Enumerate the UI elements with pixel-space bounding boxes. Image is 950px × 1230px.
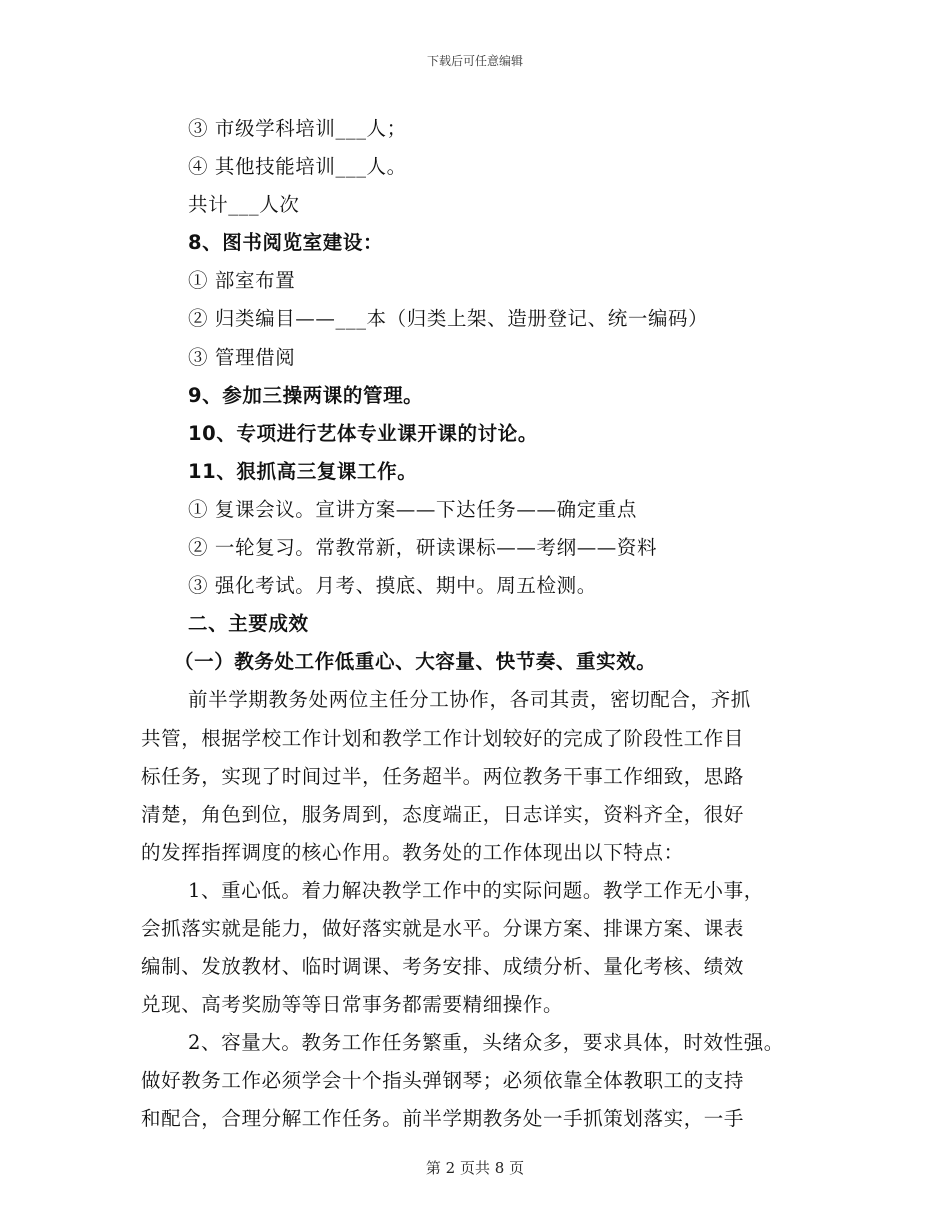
text-line: ④ 其他技能培训___人。 (188, 155, 407, 179)
text-line: 共管，根据学校工作计划和教学工作计划较好的完成了阶段性工作目 (141, 726, 745, 750)
text-line: ③ 市级学科培训___人； (188, 117, 407, 140)
text-line: 前半学期教务处两位主任分工协作，各司其责，密切配合，齐抓 (188, 688, 751, 712)
text-line: （一）教务处工作低重心、大容量、快节奏、重实效。 (174, 650, 657, 674)
page-footer: 第 2 页共 8 页 (425, 1159, 525, 1177)
text-line: 标任务，实现了时间过半，任务超半。两位教务干事工作细致，思路 (141, 764, 745, 788)
text-line: ② 一轮复习。常教常新，研读课标——考纲——资料 (188, 536, 658, 560)
text-line: 11、狠抓高三复课工作。 (188, 459, 418, 483)
text-line: ③ 管理借阅 (188, 345, 296, 369)
text-line: 做好教务工作必须学会十个指头弹钢琴；必须依靠全体教职工的支持 (141, 1069, 745, 1093)
text-line: 的发挥指挥调度的核心作用。教务处的工作体现出以下特点： (141, 840, 684, 864)
text-line: 2、容量大。教务工作任务繁重，头绪众多，要求具体，时效性强。 (188, 1031, 784, 1055)
text-line: 9、参加三操两课的管理。 (188, 383, 424, 407)
text-line: ① 部室布置 (188, 269, 296, 293)
text-line: 编制、发放教材、临时调课、考务安排、成绩分析、量化考核、绩效 (141, 955, 745, 979)
text-line: 1、重心低。着力解决教学工作中的实际问题。教学工作无小事， (188, 878, 764, 902)
text-line: 8、图书阅览室建设： (188, 231, 384, 255)
text-line: 兑现、高考奖励等等日常事务都需要精细操作。 (141, 993, 564, 1017)
document-body (141, 110, 831, 1139)
text-line: 二、主要成效 (188, 612, 309, 636)
text-line: ③ 强化考试。月考、摸底、期中。周五检测。 (188, 574, 597, 598)
text-line: ② 归类编目——___本（归类上架、造册登记、统一编码） (188, 307, 709, 331)
text-line: 清楚，角色到位，服务周到，态度端正，日志详实，资料齐全，很好 (141, 802, 745, 826)
text-line: 会抓落实就是能力，做好落实就是水平。分课方案、排课方案、课表 (141, 916, 745, 940)
text-line: ① 复课会议。宣讲方案——下达任务——确定重点 (188, 497, 637, 521)
text-line: 和配合，合理分解工作任务。前半学期教务处一手抓策划落实，一手 (141, 1107, 745, 1131)
text-line: 10、专项进行艺体专业课开课的讨论。 (188, 421, 538, 445)
page-header: 下载后可任意编辑 (426, 54, 523, 68)
text-line: 共计___人次 (188, 193, 300, 217)
